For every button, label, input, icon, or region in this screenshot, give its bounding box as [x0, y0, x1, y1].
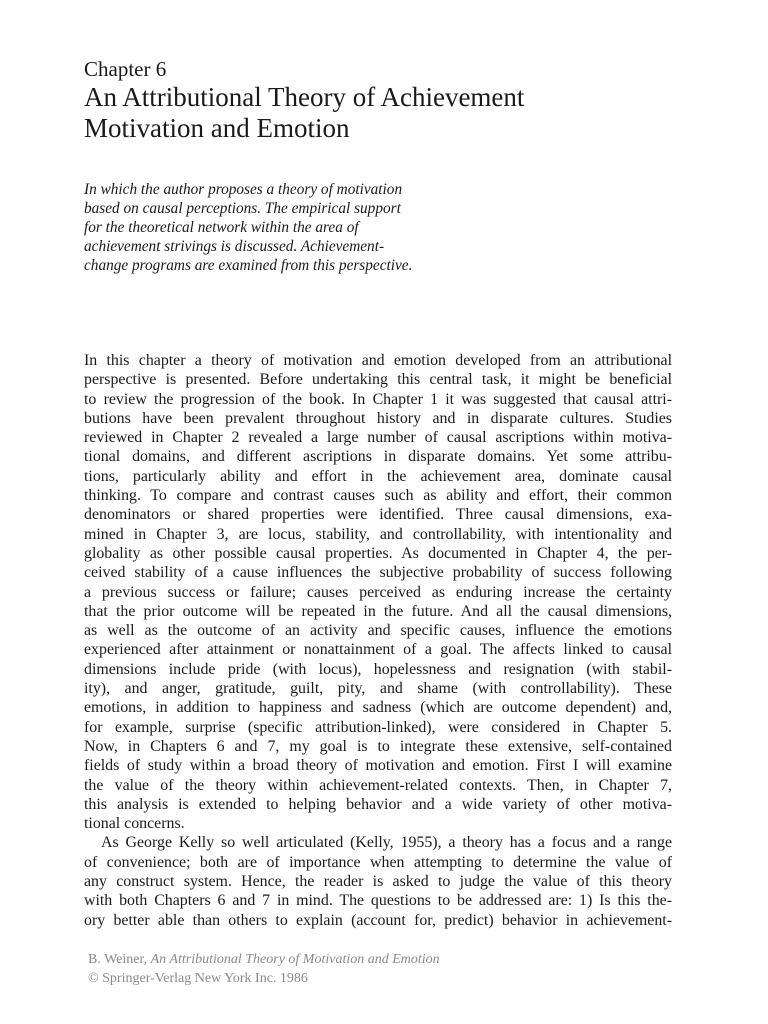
footer-book-title: An Attributional Theory of Motivation and Emotion	[150, 952, 440, 967]
body-line: mined in Chapter 3, are locus, stability, and controllability, with intentionality and	[84, 525, 672, 543]
body-text	[84, 351, 672, 930]
body-line: tional concerns.	[84, 815, 185, 833]
chapter-abstract	[84, 180, 484, 275]
body-line: tional domains, and different ascriptions in disparate domains. Yet some attribu-	[84, 448, 672, 466]
body-line: reviewed in Chapter 2 revealed a large number of causal ascriptions within motiva-	[84, 429, 672, 447]
body-line: with both Chapters 6 and 7 in mind. The questions to be addressed are: 1) Is this the-	[84, 892, 672, 910]
chapter-label: Chapter 6	[84, 57, 167, 81]
body-line: denominators or shared properties were identified. Three causal dimensions, exa-	[84, 506, 672, 524]
chapter-title-line: An Attributional Theory of Achievement	[84, 82, 525, 112]
body-line: ity), and anger, gratitude, guilt, pity, and shame (with controllability). These	[84, 680, 672, 698]
abstract-line: achievement strivings is discussed. Achievement-	[84, 238, 385, 255]
body-line: any construct system. Hence, the reader is asked to judge the value of this theory	[84, 873, 672, 891]
body-line: of convenience; both are of importance when attempting to determine the value of	[84, 853, 672, 871]
body-line: for example, surprise (specific attribution-linked), were considered in Chapter 5.	[84, 718, 672, 736]
abstract-line: change programs are examined from this perspective.	[84, 257, 413, 274]
footer-author: B. Weiner,	[88, 952, 151, 967]
body-line: tions, particularly ability and effort in the achievement area, dominate causal	[84, 467, 672, 485]
footer-copyright: © Springer-Verlag New York Inc. 1986	[88, 971, 308, 986]
body-line: Now, in Chapters 6 and 7, my goal is to integrate these extensive, self-contained	[84, 737, 672, 755]
abstract-line: In which the author proposes a theory of motivation	[84, 181, 403, 198]
body-line: fields of study within a broad theory of motivation and emotion. First I will examine	[84, 757, 672, 775]
abstract-line: based on causal perceptions. The empirical support	[84, 200, 401, 217]
body-line: the value of the theory within achievement-related contexts. Then, in Chapter 7,	[84, 776, 672, 794]
chapter-title-line: Motivation and Emotion	[84, 113, 350, 143]
body-line: that the prior outcome will be repeated in the future. And all the causal dimensions,	[84, 602, 672, 620]
body-line: thinking. To compare and contrast causes such as ability and effort, their common	[84, 487, 672, 505]
body-line: emotions, in addition to happiness and sadness (which are outcome dependent) and,	[84, 699, 672, 717]
footer-citation	[88, 950, 440, 969]
body-line: As George Kelly so well articulated (Kelly, 1955), a theory has a focus and a range	[101, 834, 672, 852]
body-line: ceived stability of a cause influences the subjective probability of success following	[84, 564, 672, 582]
body-line: a previous success or failure; causes perceived as enduring increase the certainty	[84, 583, 672, 601]
chapter-title	[84, 82, 704, 144]
abstract-line: for the theoretical network within the area of	[84, 219, 359, 236]
body-line: this analysis is extended to helping behavior and a wide variety of other motiva-	[84, 795, 672, 813]
body-line: as well as the outcome of an activity and specific causes, influence the emotions	[84, 622, 672, 640]
body-line: globality as other possible causal properties. As documented in Chapter 4, the per-	[84, 544, 672, 562]
body-line: to review the progression of the book. In Chapter 1 it was suggested that causal attri-	[84, 390, 672, 408]
body-line: ory better able than others to explain (account for, predict) behavior in achievement-	[84, 911, 672, 929]
body-line: In this chapter a theory of motivation and emotion developed from an attributional	[84, 352, 672, 369]
body-line: dimensions include pride (with locus), hopelessness and resignation (with stabil-	[84, 660, 672, 678]
body-line: butions have been prevalent throughout history and in disparate cultures. Studies	[84, 409, 672, 427]
body-line: perspective is presented. Before undertaking this central task, it might be beneficial	[84, 371, 672, 389]
page-footer	[88, 950, 440, 988]
body-line: experienced after attainment or nonattainment of a goal. The affects linked to causal	[84, 641, 672, 659]
